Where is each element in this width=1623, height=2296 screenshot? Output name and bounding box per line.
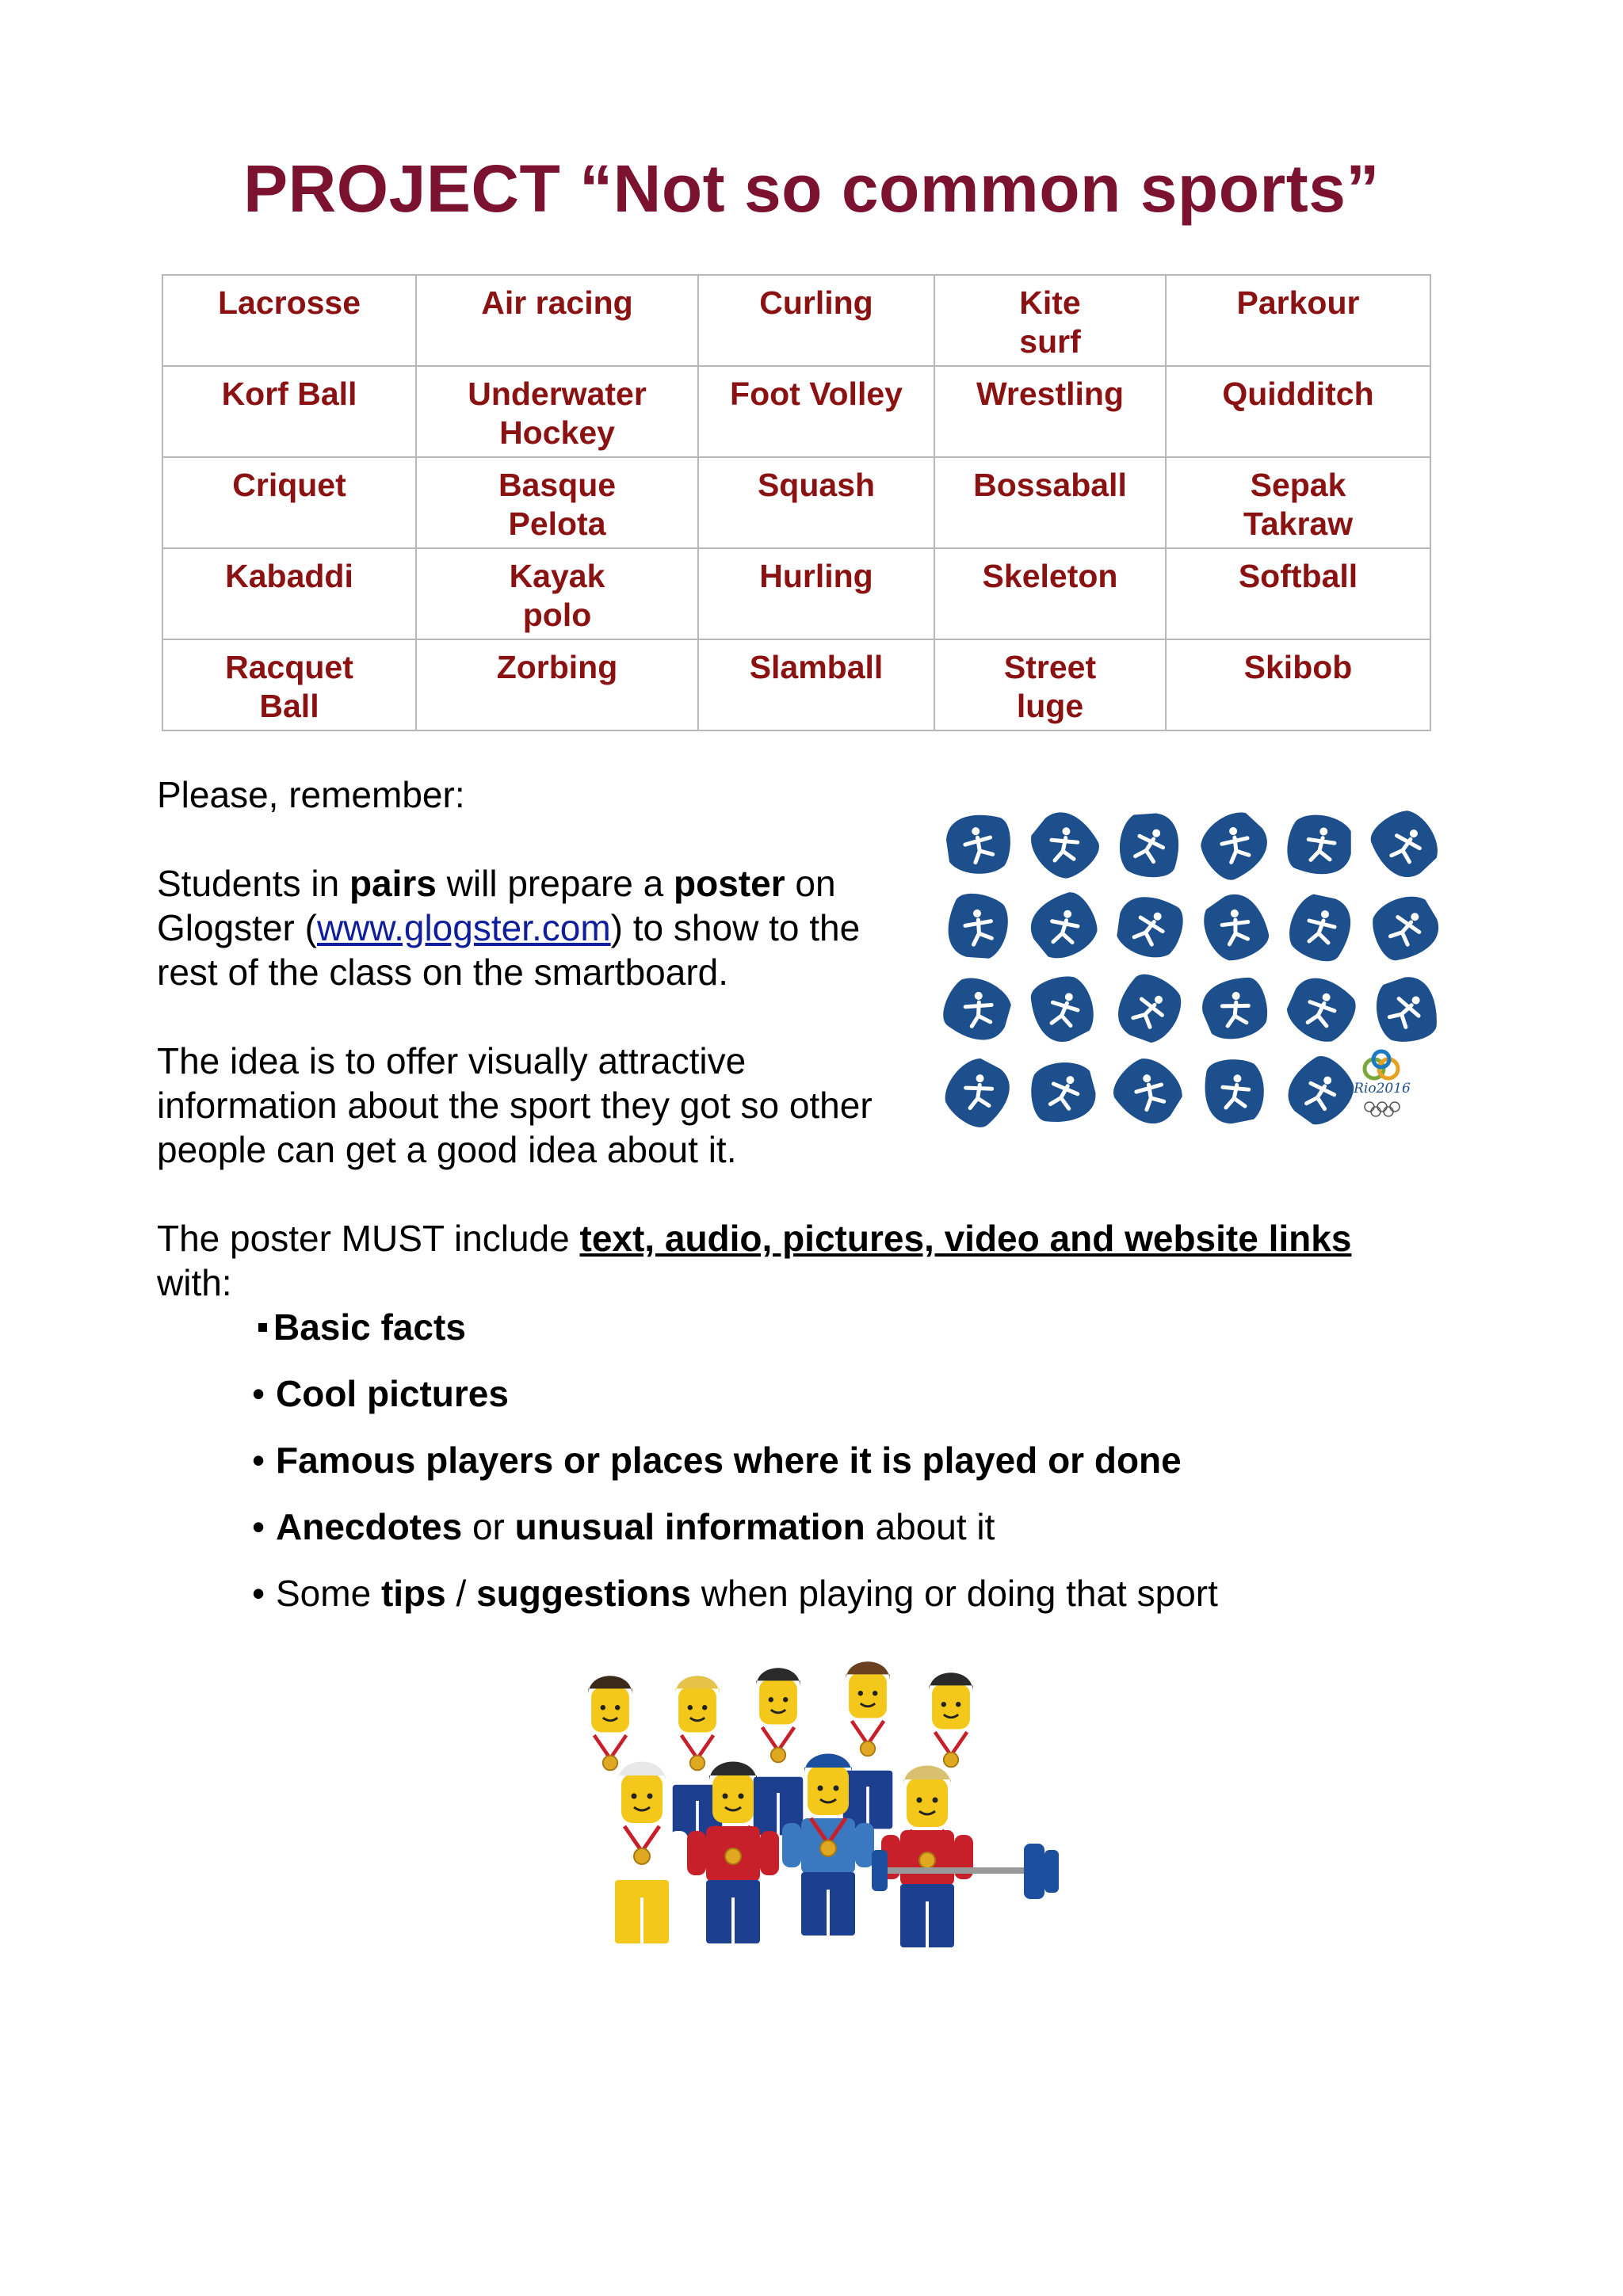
sport-cell: Quidditch (1166, 366, 1430, 457)
bullet-dot-icon: • (252, 1440, 265, 1481)
sport-pictogram-icon (1284, 811, 1355, 879)
sport-cell: Skibob (1166, 639, 1430, 730)
olympic-pictograms-image (937, 807, 1444, 1139)
bullet-dot-icon: • (252, 1373, 265, 1414)
sport-pictogram-icon (937, 1049, 1021, 1135)
sport-pictogram-icon (1365, 887, 1444, 967)
sport-cell: Foot Volley (698, 366, 934, 457)
sport-pictogram-icon (1191, 807, 1277, 888)
sport-cell: Korf Ball (162, 366, 416, 457)
sport-cell: Air racing (416, 275, 698, 366)
sport-pictogram-icon (1371, 973, 1441, 1047)
remember-heading: Please, remember: (157, 774, 465, 815)
table-row (162, 548, 1430, 639)
bullet-dot-icon: • (252, 1506, 265, 1547)
bullet-anecdotes: • Anecdotes or unusual information about it (252, 1506, 995, 1547)
sport-cell: Basque Pelota (416, 457, 698, 548)
paragraph-must-include: The poster MUST include text, audio, pictures, video and website links with: (157, 1218, 1352, 1303)
table-row (162, 639, 1430, 730)
sport-pictogram-icon (1277, 1048, 1363, 1135)
sport-cell: Squash (698, 457, 934, 548)
sport-cell: Street luge (934, 639, 1166, 730)
sport-cell: Racquet Ball (162, 639, 416, 730)
sport-cell: Kayak polo (416, 548, 698, 639)
sport-pictogram-icon (1108, 967, 1190, 1051)
sport-cell: Parkour (1166, 275, 1430, 366)
sport-cell: Sepak Takraw (1166, 457, 1430, 548)
sport-pictogram-icon (1028, 1059, 1098, 1125)
bullet-famous-players: • Famous players or places where it is played or done (252, 1440, 1182, 1481)
sport-cell: Kabaddi (162, 548, 416, 639)
sport-pictogram-icon (946, 815, 1010, 874)
sport-cell: Hurling (698, 548, 934, 639)
rio-logo-text: Rio2016 (1354, 1081, 1411, 1097)
sport-pictogram-icon (1194, 885, 1276, 969)
page-title: PROJECT “Not so common sports” (243, 151, 1380, 226)
sport-cell: Softball (1166, 548, 1430, 639)
sport-pictogram-icon (1025, 969, 1101, 1049)
sport-pictogram-icon (1204, 1058, 1266, 1125)
sport-cell: Zorbing (416, 639, 698, 730)
sport-pictogram-icon (1117, 811, 1181, 879)
sport-pictogram-icon (1363, 807, 1444, 887)
sport-cell: Curling (698, 275, 934, 366)
bullet-tips: • Some tips / suggestions when playing or doing that sport (252, 1573, 1218, 1614)
square-bullet-icon (258, 1323, 267, 1332)
sports-table (162, 274, 1431, 731)
glogster-link[interactable]: www.glogster.com (316, 907, 611, 948)
bullet-basic-facts: Basic facts (252, 1305, 466, 1349)
paragraph-idea: The idea is to offer visually attractive information about the sport they got so other people can get a good idea about it. (157, 1040, 873, 1170)
sport-pictogram-icon (1110, 890, 1188, 963)
table-row (162, 366, 1430, 457)
sport-cell: Skeleton (934, 548, 1166, 639)
sport-cell: Lacrosse (162, 275, 416, 366)
sport-pictogram-icon (942, 889, 1013, 964)
sport-pictogram-icon (1197, 972, 1274, 1045)
sport-pictogram-icon (1021, 807, 1107, 888)
sport-pictogram-icon (1278, 967, 1364, 1051)
bullet-dot-icon: • (252, 1573, 265, 1614)
sport-cell: Underwater Hockey (416, 366, 698, 457)
paragraph-pairs: Students in pairs will prepare a poster on Glogster (www.glogster.com) to show to the rest of the class on the smartboard. (157, 863, 861, 993)
sport-pictogram-icon (1281, 887, 1358, 967)
rio-2016-logo (1353, 1051, 1411, 1116)
sport-cell: Slamball (698, 639, 934, 730)
table-row (162, 275, 1430, 366)
bullet-cool-pictures: • Cool pictures (252, 1373, 509, 1414)
sport-cell: Wrestling (934, 366, 1166, 457)
sport-cell: Bossaball (934, 457, 1166, 548)
sport-pictogram-icon (937, 970, 1019, 1050)
sport-pictogram-icon (1022, 885, 1106, 968)
table-row (162, 457, 1430, 548)
lego-olympians-image (555, 1660, 1070, 2032)
sport-pictogram-icon (1106, 1048, 1193, 1135)
sport-cell: Kite surf (934, 275, 1166, 366)
sport-cell: Criquet (162, 457, 416, 548)
